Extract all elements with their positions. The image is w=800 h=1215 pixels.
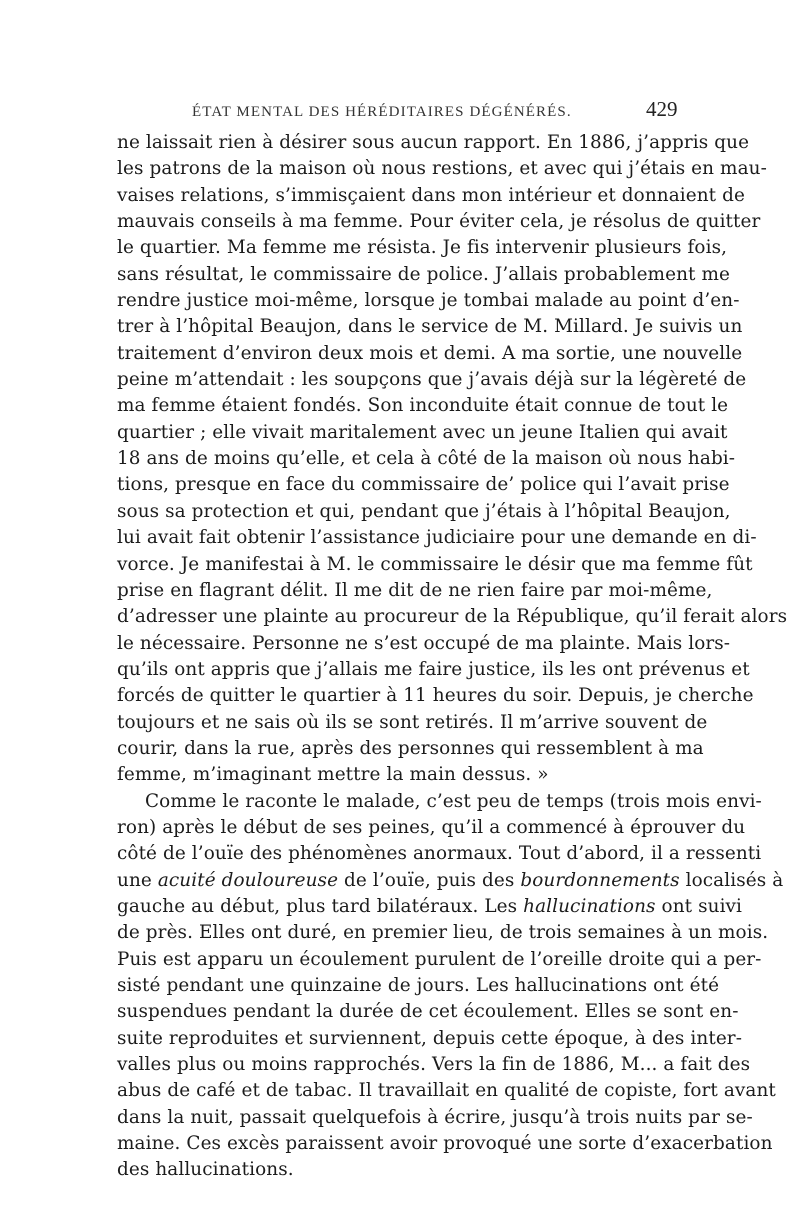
text-line: vaises relations, s’immisçaient dans mon intérieur et donnaient de <box>117 184 745 206</box>
page-header <box>0 96 800 126</box>
text-line: valles plus ou moins rapprochés. Vers la fin de 1886, M... a fait des <box>117 1054 751 1076</box>
text-line: sous sa protection et qui, pendant que j’étais à l’hôpital Beaujon, <box>117 500 731 522</box>
text-line: mauvais conseils à ma femme. Pour éviter cela, je résolus de quitter <box>117 211 761 233</box>
text-line: qu’ils ont appris que j’allais me faire justice, ils les ont prévenus et <box>117 658 750 680</box>
text-fragment: gauche au début, plus tard bilatéraux. Les <box>117 895 518 917</box>
text-line: sans résultat, le commissaire de police. J’allais probablement me <box>117 263 730 285</box>
text-line-with-italics <box>117 868 784 894</box>
text-line: vorce. Je manifestai à M. le commissaire le désir que ma femme fût <box>117 553 753 575</box>
text-line: tions, presque en face du commissaire de’ police qui l’avait prise <box>117 474 730 496</box>
text-line: de près. Elles ont duré, en premier lieu, de trois semaines à un mois. <box>117 922 769 944</box>
text-line: toujours et ne sais où ils se sont retirés. Il m’arrive souvent de <box>117 711 708 733</box>
text-line: d’adresser une plainte au procureur de la République, qu’il ferait alors <box>117 606 788 628</box>
text-line: côté de l’ouïe des phénomènes anormaux. Tout d’abord, il a ressenti <box>117 843 762 865</box>
text-line: le nécessaire. Personne ne s’est occupé de ma plainte. Mais lors- <box>117 632 731 654</box>
text-line: les patrons de la maison où nous restions, et avec qui j’étais en mau- <box>117 158 767 180</box>
text-line: suspendues pendant la durée de cet écoulement. Elles se sont en- <box>117 1001 739 1023</box>
text-fragment: une <box>117 869 152 891</box>
text-line: des hallucinations. <box>117 1159 294 1181</box>
text-line: dans la nuit, passait quelquefois à écrire, jusqu’à trois nuits par se- <box>117 1106 753 1128</box>
text-line: quartier ; elle vivait maritalement avec un jeune Italien qui avait <box>117 421 728 443</box>
text-fragment: de l’ouïe, puis des <box>344 869 515 891</box>
text-line: le quartier. Ma femme me résista. Je fis intervenir plusieurs fois, <box>117 237 728 259</box>
text-line: traitement d’environ deux mois et demi. A ma sortie, une nouvelle <box>117 342 743 364</box>
text-line: ma femme étaient fondés. Son inconduite était connue de tout le <box>117 395 729 417</box>
paragraph-start-line: Comme le raconte le malade, c’est peu de temps (trois mois envi- <box>145 790 762 812</box>
text-line: courir, dans la rue, après des personnes qui ressemblent à ma <box>117 737 704 759</box>
text-line: sisté pendant une quinzaine de jours. Les hallucinations ont été <box>117 975 720 996</box>
text-line: maine. Ces excès paraissent avoir provoqué une sorte d’exacerbation <box>117 1133 773 1155</box>
text-line: abus de café et de tabac. Il travaillait en qualité de copiste, fort avant <box>117 1080 776 1102</box>
text-fragment: ont suivi <box>661 895 743 917</box>
text-line: trer à l’hôpital Beaujon, dans le service de M. Millard. Je suivis un <box>117 316 743 338</box>
italic-term: hallucinations <box>523 895 656 917</box>
text-line: rendre justice moi-même, lorsque je tombai malade au point d’en- <box>117 290 740 312</box>
text-line: ne laissait rien à désirer sous aucun rapport. En 1886, j’appris que <box>117 132 750 153</box>
text-line: lui avait fait obtenir l’assistance judiciaire pour une demande en di- <box>117 527 757 549</box>
text-line: Puis est apparu un écoulement purulent de l’oreille droite qui a per- <box>117 948 762 970</box>
body-text <box>117 130 788 1184</box>
italic-term: bourdonnements <box>520 869 680 891</box>
text-line: 18 ans de moins qu’elle, et cela à côté de la maison où nous habi- <box>117 448 736 470</box>
text-line: peine m’attendait : les soupçons que j’avais déjà sur la légèreté de <box>117 369 747 391</box>
text-line: femme, m’imaginant mettre la main dessus. » <box>117 764 549 786</box>
text-fragment: localisés à <box>685 869 784 891</box>
running-title: ÉTAT MENTAL DES HÉRÉDITAIRES DÉGÉNÉRÉS. <box>192 104 572 120</box>
text-line-with-italics <box>117 894 743 920</box>
text-line: forcés de quitter le quartier à 11 heures du soir. Depuis, je cherche <box>117 685 754 707</box>
italic-term: acuité douloureuse <box>157 869 339 891</box>
text-line: suite reproduites et surviennent, depuis cette époque, à des inter- <box>117 1027 743 1049</box>
text-line: ron) après le début de ses peines, qu’il a commencé à éprouver du <box>117 816 746 838</box>
text-line: prise en flagrant délit. Il me dit de ne rien faire par moi-même, <box>117 579 713 601</box>
page-number: 429 <box>646 97 678 121</box>
